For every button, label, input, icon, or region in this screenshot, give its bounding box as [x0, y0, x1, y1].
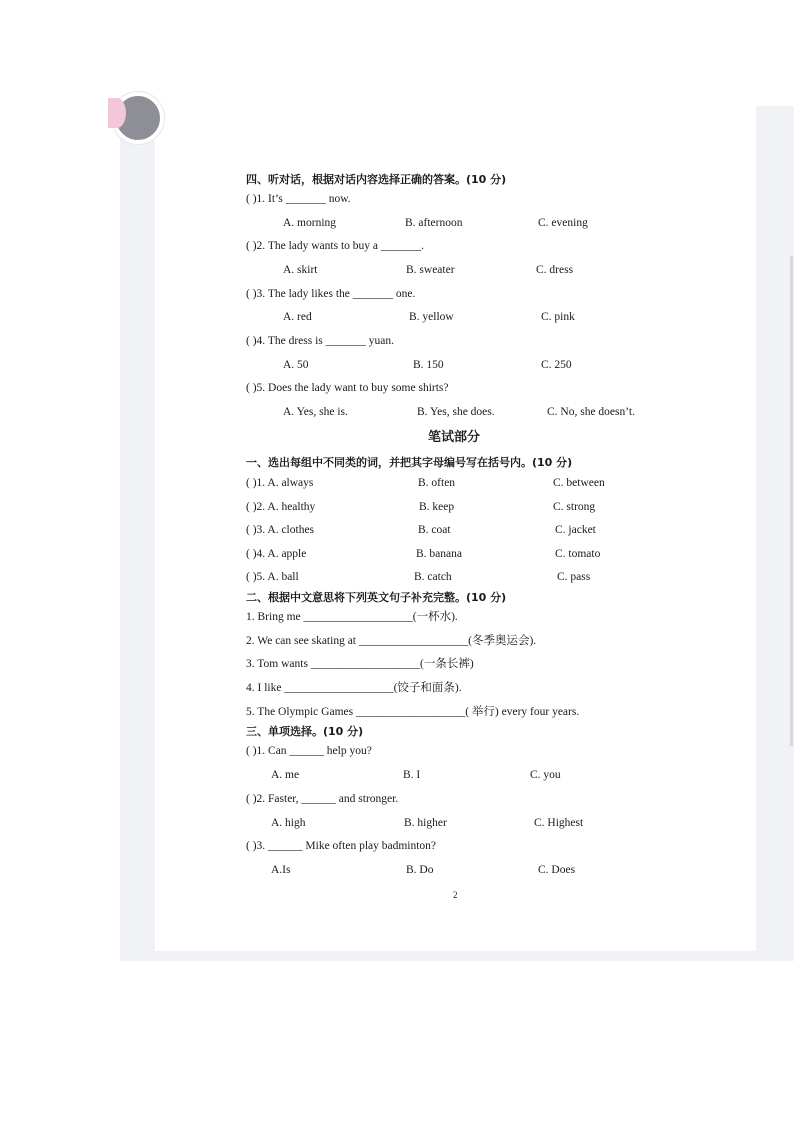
choice-q3-option-a: A.Is [271, 864, 291, 876]
odd-one-q5: ( )5. A. ball [246, 571, 299, 583]
odd-one-q1-option-b: B. often [418, 477, 456, 489]
listening-q2-option-a: A. skirt [283, 264, 318, 276]
page-number: 2 [453, 890, 458, 900]
fill-sentence-5: 5. The Olympic Games ___________________( 举行) every four years. [246, 706, 580, 718]
sheet-edge [790, 256, 793, 746]
listening-q3-option-b: B. yellow [409, 311, 454, 323]
odd-one-q1-option-c: C. between [553, 477, 605, 489]
odd-one-q2-option-b: B. keep [419, 501, 455, 513]
fill-sentence-3: 3. Tom wants ___________________(一条长裤) [246, 658, 474, 670]
part3-heading: 三、单项选择。(10 分) [246, 725, 364, 738]
odd-one-q4-option-b: B. banana [416, 548, 462, 560]
decorative-pink-shape [108, 98, 126, 128]
odd-one-q2: ( )2. A. healthy [246, 501, 316, 513]
listening-q5-option-a: A. Yes, she is. [283, 406, 348, 418]
choice-q2: ( )2. Faster, ______ and stronger. [246, 793, 399, 805]
odd-one-q3-option-b: B. coat [418, 524, 451, 536]
part2-heading: 二、根据中文意思将下列英文句子补充完整。(10 分) [246, 591, 507, 604]
part1-heading: 一、选出每组中不同类的词，并把其字母编号写在括号内。(10 分) [246, 456, 573, 469]
listening-q5-option-c: C. No, she doesn’t. [547, 406, 635, 418]
written-part-title: 笔试部分 [428, 430, 481, 445]
choice-q2-option-a: A. high [271, 817, 306, 829]
odd-one-q5-option-b: B. catch [414, 571, 452, 583]
odd-one-q3: ( )3. A. clothes [246, 524, 315, 536]
listening-q4-option-b: B. 150 [413, 359, 444, 371]
listening-q2: ( )2. The lady wants to buy a _______. [246, 240, 425, 252]
choice-q1-option-c: C. you [530, 769, 561, 781]
fill-sentence-1: 1. Bring me ___________________(一杯水). [246, 611, 458, 623]
choice-q2-option-b: B. higher [404, 817, 447, 829]
choice-q1-option-b: B. I [403, 769, 421, 781]
odd-one-q4: ( )4. A. apple [246, 548, 307, 560]
choice-q3-option-b: B. Do [406, 864, 434, 876]
listening-q4-option-a: A. 50 [283, 359, 309, 371]
listening-q4: ( )4. The dress is _______ yuan. [246, 335, 394, 347]
odd-one-q4-option-c: C. tomato [555, 548, 601, 560]
fill-sentence-2: 2. We can see skating at ___________________(冬季奥运会). [246, 635, 537, 647]
listening-q3-option-a: A. red [283, 311, 312, 323]
fill-sentence-4: 4. I like ___________________(饺子和面条). [246, 682, 462, 694]
odd-one-q5-option-c: C. pass [557, 571, 591, 583]
listening-q2-option-c: C. dress [536, 264, 574, 276]
listening-q3-option-c: C. pink [541, 311, 575, 323]
choice-q3-option-c: C. Does [538, 864, 576, 876]
listening-q1-option-b: B. afternoon [405, 217, 463, 229]
choice-q1: ( )1. Can ______ help you? [246, 745, 372, 757]
choice-q1-option-a: A. me [271, 769, 300, 781]
listening-q5: ( )5. Does the lady want to buy some shirts? [246, 382, 449, 394]
listening-q3: ( )3. The lady likes the _______ one. [246, 288, 416, 300]
listening-q5-option-b: B. Yes, she does. [417, 406, 495, 418]
odd-one-q1: ( )1. A. always [246, 477, 314, 489]
listening-q1-option-c: C. evening [538, 217, 588, 229]
listening-q1-option-a: A. morning [283, 217, 337, 229]
listening-q2-option-b: B. sweater [406, 264, 455, 276]
listening-q4-option-c: C. 250 [541, 359, 572, 371]
section4-heading: 四、听对话，根据对话内容选择正确的答案。(10 分) [246, 173, 507, 186]
choice-q2-option-c: C. Highest [534, 817, 584, 829]
odd-one-q3-option-c: C. jacket [555, 524, 596, 536]
listening-q1: ( )1. It’s _______ now. [246, 193, 351, 205]
odd-one-q2-option-c: C. strong [553, 501, 596, 513]
choice-q3: ( )3. ______ Mike often play badminton? [246, 840, 437, 852]
